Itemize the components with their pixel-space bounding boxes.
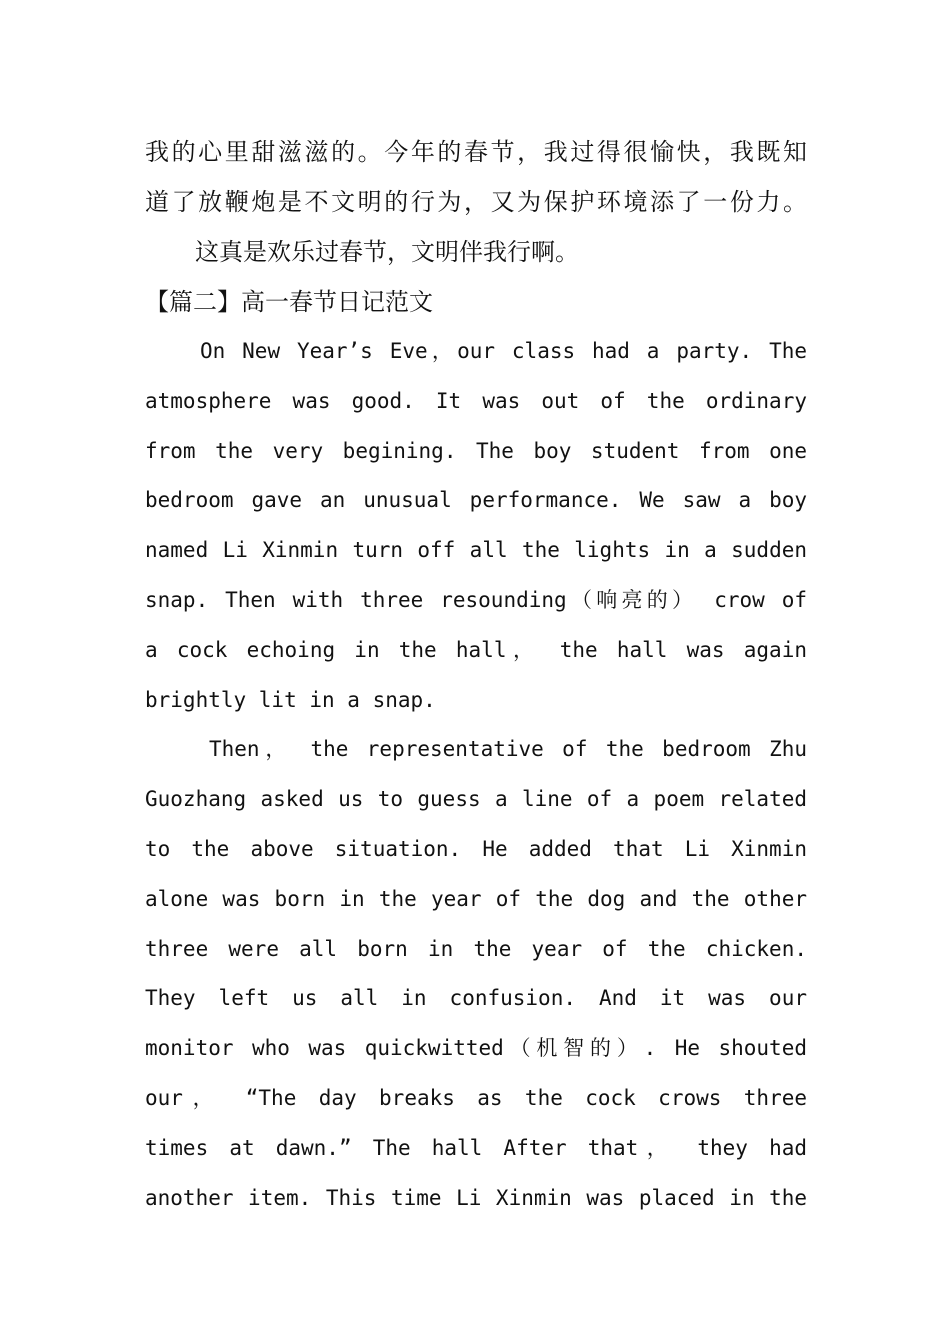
text-line: named Li Xinmin turn off all the lights in a sudden — [145, 538, 807, 563]
text-line: bedroom gave an unusual performance. We saw a boy — [145, 488, 807, 513]
text-line: 我的心里甜滋滋的。今年的春节，我过得很愉快，我既知 — [145, 138, 807, 166]
text-line: snap. Then with three resounding（响亮的） crow of — [145, 587, 807, 612]
text-line: brightly lit in a snap. — [145, 687, 436, 712]
english-paragraph-1 — [145, 327, 807, 725]
text-line: times at dawn.” The hall After that， they had — [145, 1135, 807, 1160]
text-line: three were all born in the year of the chicken. — [145, 936, 807, 961]
text-line: another item. This time Li Xinmin was placed in the — [145, 1185, 807, 1210]
text-line: They left us all in confusion. And it was our — [145, 986, 807, 1011]
text-line: from the very begining. The boy student from one — [145, 438, 807, 463]
section-heading: 【篇二】高一春节日记范文 — [145, 288, 433, 316]
text-line: 道了放鞭炮是不文明的行为，又为保护环境添了一份力。 — [145, 188, 807, 216]
closing-line: 这真是欢乐过春节，文明伴我行啊。 — [195, 238, 579, 266]
text-line: alone was born in the year of the dog and the other — [145, 886, 807, 911]
text-line: our， “The day breaks as the cock crows three — [145, 1085, 807, 1110]
document-body — [145, 127, 807, 1223]
text-line: On New Year’s Eve，our class had a party. The — [200, 339, 807, 363]
text-line: atmosphere was good. It was out of the ordinary — [145, 388, 807, 413]
text-line: monitor who was quickwitted（机智的）. He shouted — [145, 1036, 807, 1061]
text-line: to the above situation. He added that Li Xinmin — [145, 836, 807, 861]
text-line: a cock echoing in the hall， the hall was again — [145, 637, 807, 662]
text-line: Guozhang asked us to guess a line of a poem related — [145, 787, 807, 812]
english-paragraph-2 — [145, 725, 807, 1223]
paragraph-end — [145, 127, 807, 227]
text-line: Then， the representative of the bedroom Zhu — [209, 737, 807, 762]
